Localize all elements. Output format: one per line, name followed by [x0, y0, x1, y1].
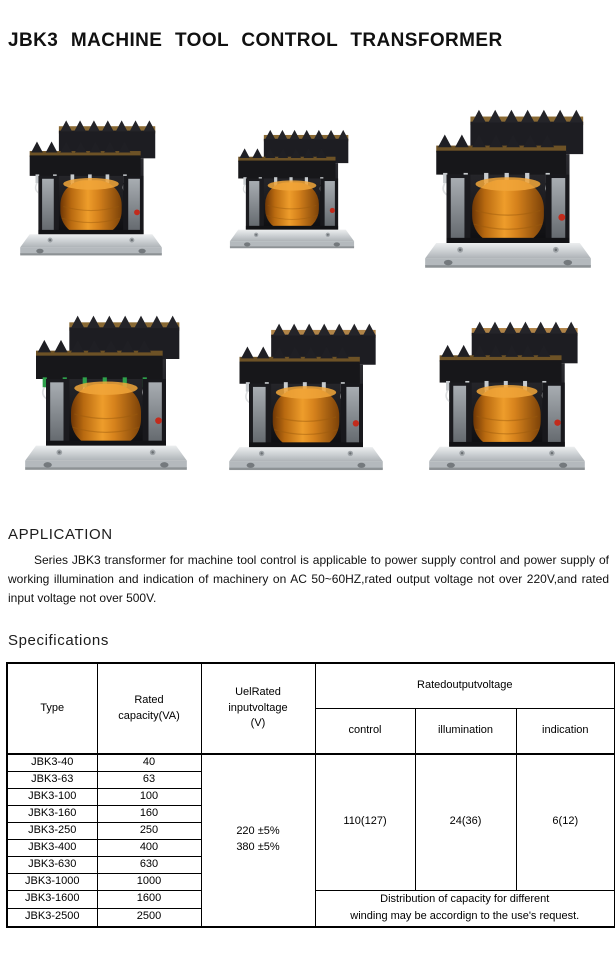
type-cell: JBK3-160 — [7, 805, 97, 822]
table-header-row-1 — [7, 663, 615, 709]
output-indication-cell: 6(12) — [516, 754, 615, 890]
transformer-illustration — [419, 108, 597, 272]
specifications-heading: Specifications — [8, 632, 109, 649]
note-line1: Distribution of capacity for different — [380, 892, 550, 905]
transformer-illustration — [18, 314, 194, 474]
type-cell: JBK3-40 — [7, 754, 97, 771]
note-line2: winding may be accordign to the use's request. — [350, 910, 580, 923]
transformer-illustration — [18, 112, 164, 266]
product-photo-6 — [417, 320, 597, 474]
header-input-voltage-line3: (V) — [250, 717, 266, 730]
type-cell: JBK3-2500 — [7, 908, 97, 927]
page-title: JBK3 MACHINE TOOL CONTROL TRANSFORMER — [8, 30, 503, 51]
header-rated-output-voltage: Ratedoutputvoltage — [315, 663, 615, 709]
type-cell: JBK3-1000 — [7, 873, 97, 890]
photo-row-bottom — [6, 314, 609, 474]
header-rated-capacity-line2: capacity(VA) — [118, 709, 180, 722]
header-input-voltage-line2: inputvoltage — [228, 701, 288, 714]
input-voltage-380: 380 ±5% — [236, 841, 280, 854]
header-rated-capacity-line1: Rated — [134, 693, 164, 706]
transformer-illustration — [226, 322, 386, 474]
transformer-illustration — [228, 120, 356, 260]
capacity-cell: 2500 — [97, 908, 201, 927]
type-cell: JBK3-250 — [7, 822, 97, 839]
product-photo-2 — [228, 120, 356, 260]
input-voltage-cell — [201, 754, 315, 927]
product-photo-5 — [226, 322, 386, 474]
output-illumination-cell: 24(36) — [415, 754, 516, 890]
capacity-cell: 40 — [97, 754, 201, 771]
photo-row-top — [6, 108, 609, 272]
capacity-distribution-note — [315, 890, 615, 927]
type-cell: JBK3-100 — [7, 788, 97, 805]
capacity-cell: 63 — [97, 771, 201, 788]
application-text: Series JBK3 transformer for machine tool control is applicable to power supply control and power supply of working illumination and indication of machinery on AC 50~60HZ,rated output voltage not over 220V,and rated input voltage not over 500V. — [8, 553, 609, 605]
type-cell: JBK3-63 — [7, 771, 97, 788]
header-control: control — [315, 709, 415, 755]
product-photo-4 — [18, 314, 194, 474]
capacity-cell: 1000 — [97, 873, 201, 890]
capacity-cell: 1600 — [97, 890, 201, 908]
output-control-cell: 110(127) — [315, 754, 415, 890]
header-rated-capacity — [97, 663, 201, 754]
product-photo-grid — [6, 108, 609, 474]
capacity-cell: 100 — [97, 788, 201, 805]
capacity-cell: 250 — [97, 822, 201, 839]
type-cell: JBK3-400 — [7, 839, 97, 856]
header-type: Type — [7, 663, 97, 754]
header-input-voltage — [201, 663, 315, 754]
header-illumination: illumination — [415, 709, 516, 755]
input-voltage-220: 220 ±5% — [236, 825, 280, 838]
header-indication: indication — [516, 709, 615, 755]
application-heading: APPLICATION — [8, 526, 113, 543]
capacity-cell: 160 — [97, 805, 201, 822]
capacity-cell: 400 — [97, 839, 201, 856]
type-cell: JBK3-630 — [7, 856, 97, 873]
table-row — [7, 754, 615, 771]
specifications-table — [6, 662, 615, 928]
header-input-voltage-line1: UelRated — [235, 685, 281, 698]
transformer-illustration — [417, 320, 597, 474]
type-cell: JBK3-1600 — [7, 890, 97, 908]
capacity-cell: 630 — [97, 856, 201, 873]
product-photo-1 — [18, 112, 164, 266]
product-photo-3 — [419, 108, 597, 272]
